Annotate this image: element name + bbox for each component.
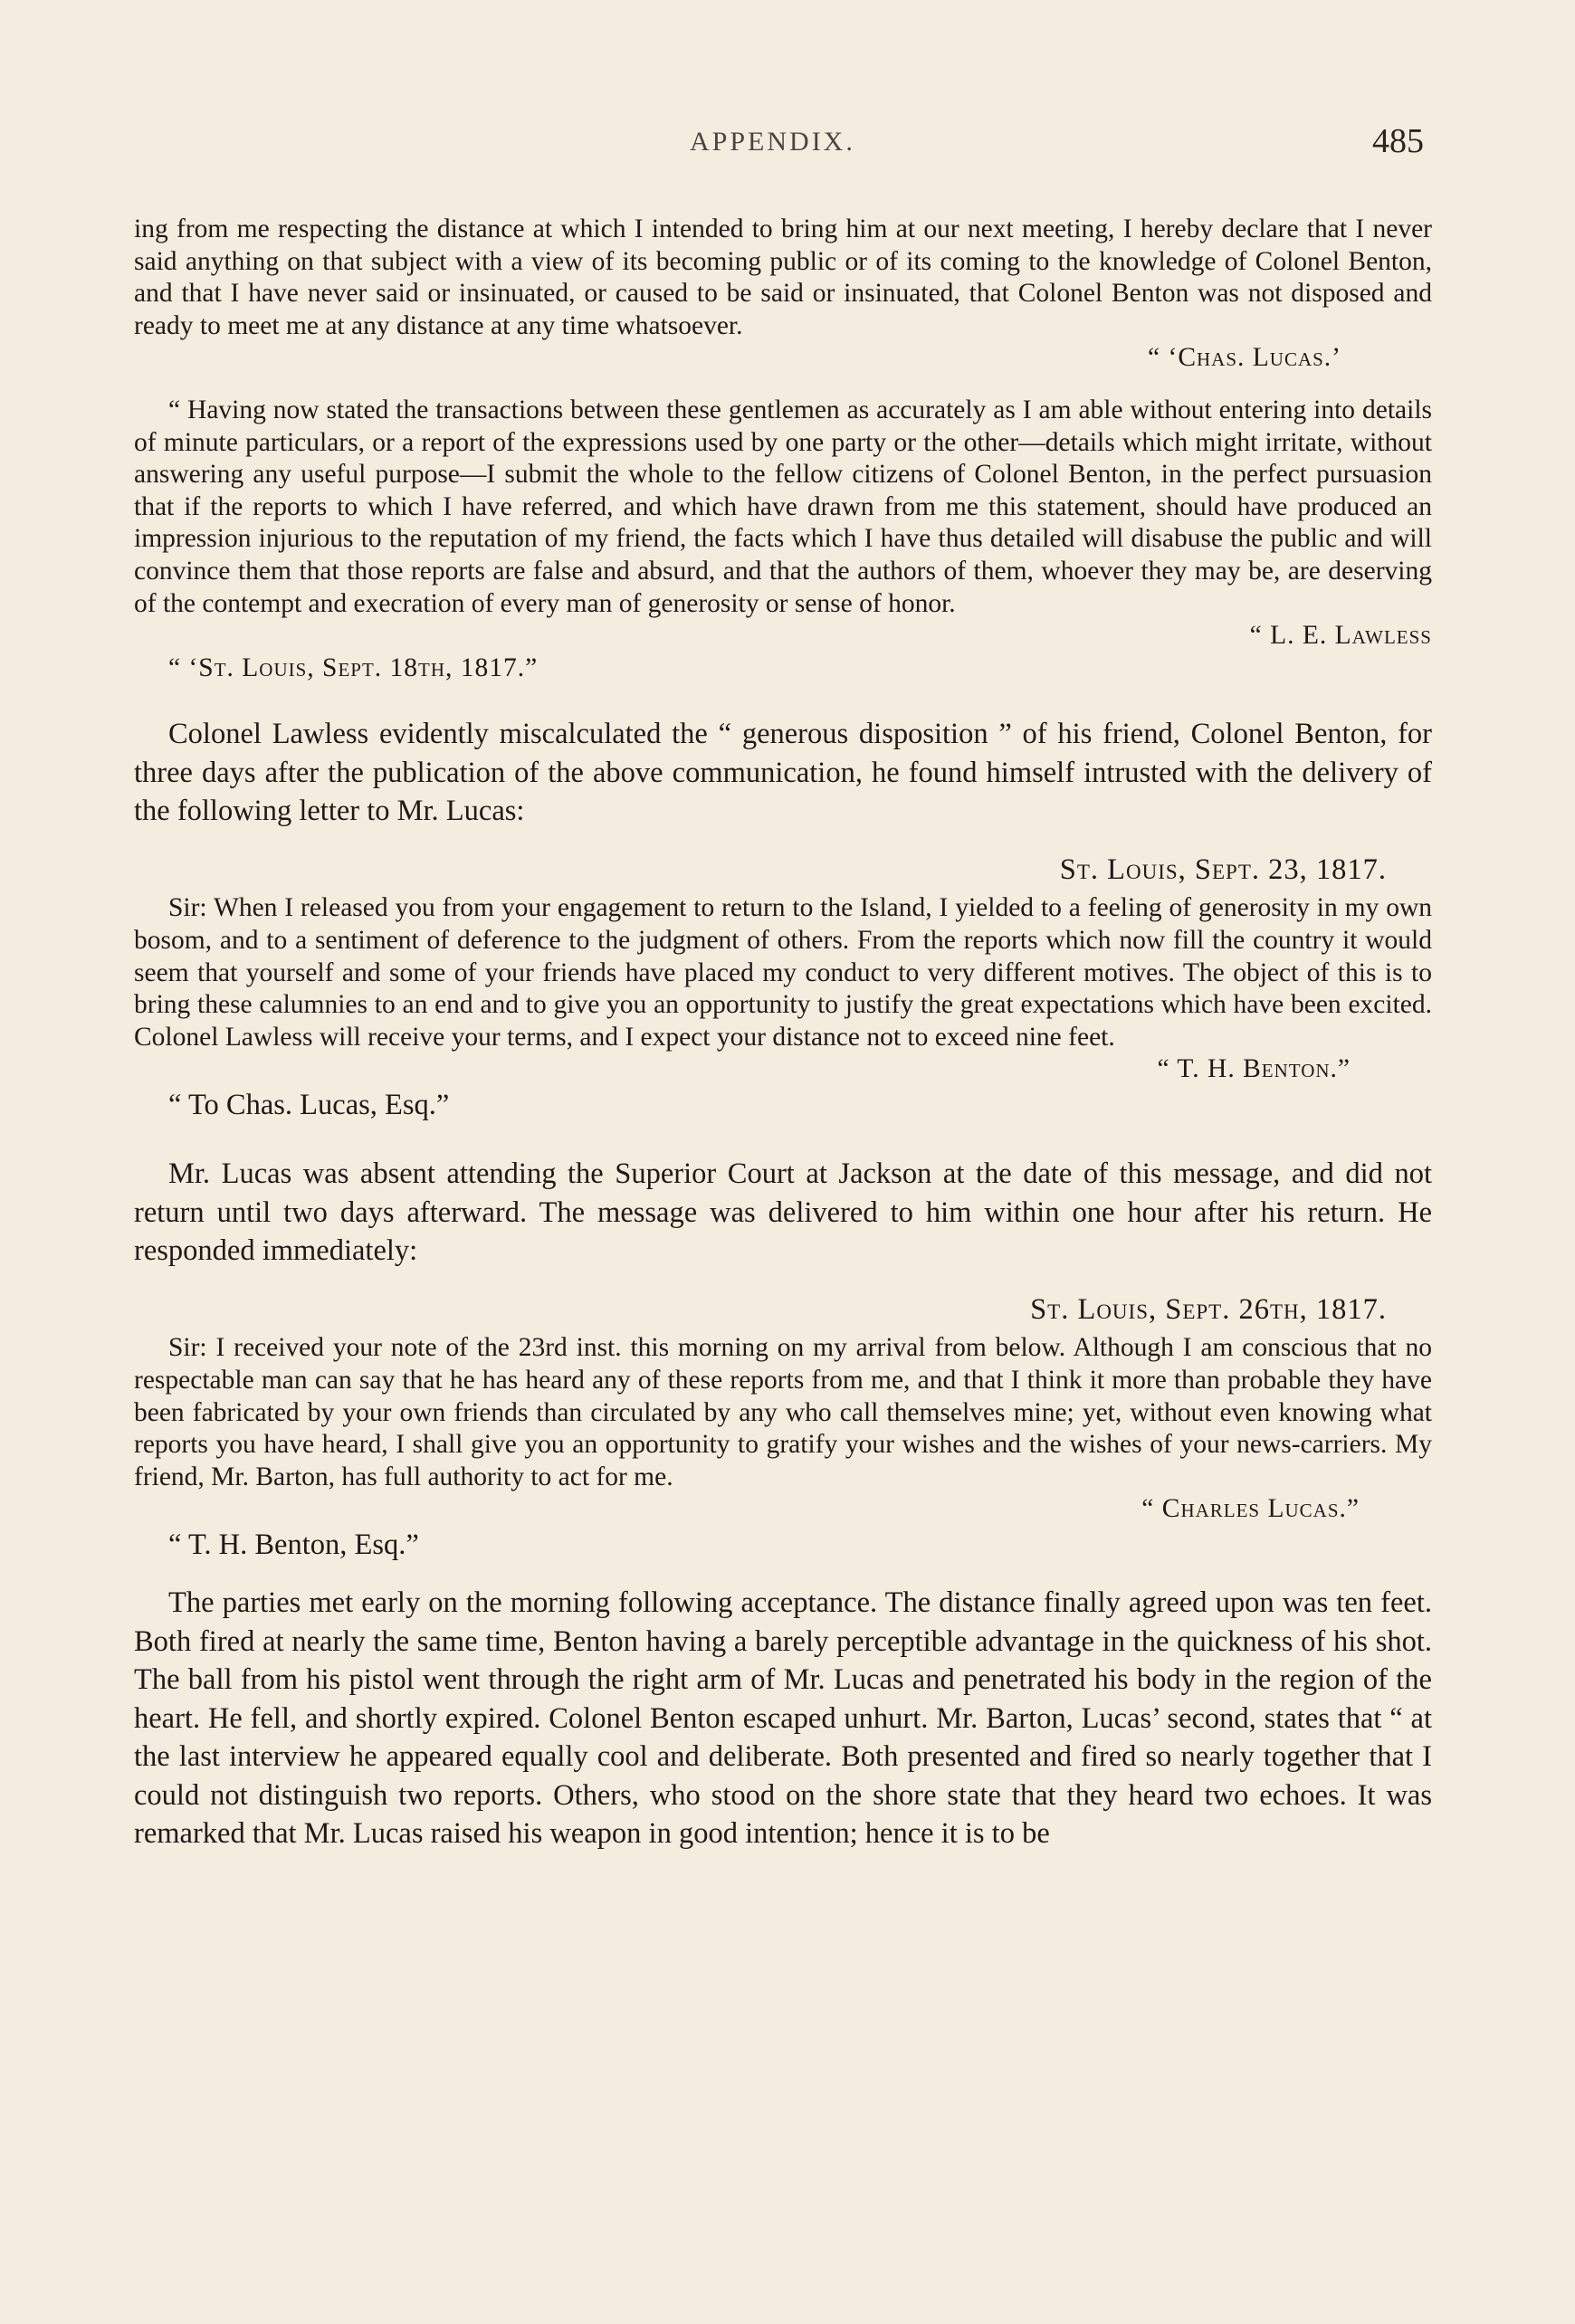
dateline-sept-26: St. Louis, Sept. 26th, 1817.: [1030, 1292, 1387, 1326]
signature-lucas-1: “ ‘Chas. Lucas.’: [1148, 343, 1341, 373]
benton-letter: Sir: When I released you from your engagement to return to the Island, I yielded to a feeling of generosity in my own bosom, and to a sentiment of deference to the judgment of others. From the reports which now fill the country it would seem that yourself and some of your friends have placed my conduct to very different motives. The object of this is to bring these calumnies to an end and to give you an opportunity to justify the great expectations which have been excited. Colonel Lawless will receive your terms, and I expect your distance not to exceed nine feet.: [134, 893, 1432, 1052]
dateline-st-louis-sept-18: “ ‘St. Louis, Sept. 18th, 1817.”: [168, 652, 539, 682]
lucas-letter: Sir: I received your note of the 23rd inst. this morning on my arrival from below. Although I am conscious that no respectable man can say that he has heard any of these reports from me, and that I think it more than probable they have been fabricated by your own friends than circulated by any who call themselves mine; yet, without even knowing what reports you have heard, I shall give you an opportunity to gratify your wishes and the wishes of your news-carriers. My friend, Mr. Barton, has full authority to act for me.: [134, 1333, 1432, 1491]
narrative-paragraph-2: Mr. Lucas was absent attending the Superior Court at Jackson at the date of this message, and did not return until two days afterward. The message was delivered to him within one hour after his return. He responded immediately:: [134, 1157, 1432, 1268]
page-number: 485: [1372, 122, 1424, 160]
running-title: APPENDIX.: [690, 127, 855, 157]
narrative-paragraph-1: Colonel Lawless evidently miscalculated the “ generous disposition ” of his friend, Colonel Benton, for three days after the publication of the above communication, he found himself intrusted with the delivery of the following letter to Mr. Lucas:: [134, 718, 1432, 828]
addressee-lucas: “ To Chas. Lucas, Esq.”: [168, 1088, 450, 1121]
body-text: [134, 214, 1432, 1853]
dateline-sept-23: St. Louis, Sept. 23, 1817.: [1059, 852, 1387, 886]
addressee-benton: “ T. H. Benton, Esq.”: [168, 1528, 419, 1561]
narrative-paragraph-3: The parties met early on the morning following acceptance. The distance finally agreed upon was ten feet. Both fired at nearly the same time, Benton having a barely perceptible advantage in the quickness of his shot. The ball from his pistol went through the right arm of Mr. Lucas and penetrated his body in the region of the heart. He fell, and shortly expired. Colonel Benton escaped unhurt. Mr. Barton, Lucas’ second, states that “ at the last interview he appeared equally cool and deliberate. Both presented and fired so nearly together that I could not distinguish two reports. Others, who stood on the shore state that they heard two echoes. It was remarked that Mr. Lucas raised his weapon in good intention; hence it is to be: [134, 1586, 1432, 1851]
letter-continuation: ing from me respecting the distance at which I intended to bring him at our next meeting, I hereby declare that I never said anything on that subject with a view of its becoming public or of its coming to the knowledge of Colonel Benton, and that I have never said or insinuated, or caused to be said or insinuated, that Colonel Benton was not disposed and ready to meet me at any distance at any time whatsoever.: [134, 214, 1432, 340]
page-header: [0, 122, 1575, 172]
signature-lucas-2: “ Charles Lucas.”: [1141, 1494, 1360, 1524]
lawless-statement: “ Having now stated the transactions between these gentlemen as accurately as I am able without entering into details of minute particulars, or a report of the expressions used by one party or the other—details which might irritate, without answering any useful purpose—I submit the whole to the fellow citizens of Colonel Benton, in the perfect pursuasion that if the reports to which I have referred, and which have drawn from me this statement, should have produced an impression injurious to the reputation of my friend, the facts which I have thus detailed will disabuse the public and will convince them that those reports are false and absurd, and that the authors of them, whoever they may be, are deserving of the contempt and execration of every man of generosity or sense of honor.: [134, 395, 1432, 618]
signature-benton: “ T. H. Benton.”: [1157, 1054, 1351, 1084]
signature-lawless: “ L. E. Lawless: [1249, 621, 1432, 651]
